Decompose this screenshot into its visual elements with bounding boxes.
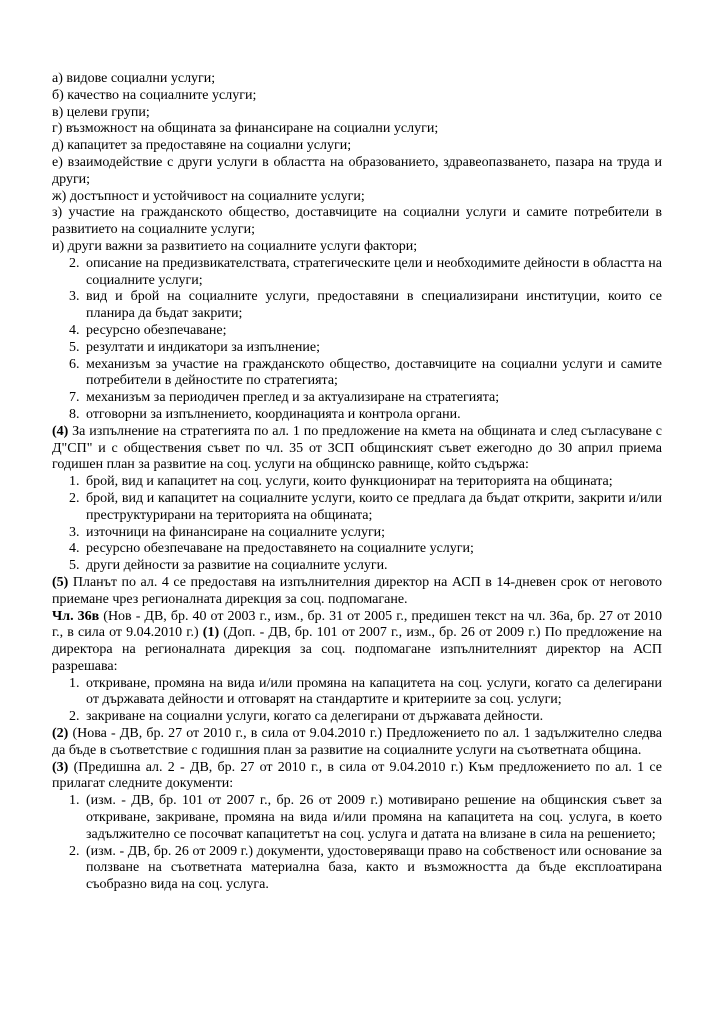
paragraph-text: За изпълнение на стратегията по ал. 1 по предложение на кмета на общината и след съгласуване с Д"СП" и с обществения съвет по чл. 35 от ЗСП общинският съвет ежегодно до 30 април приема годишен план за развитие на соц. услуги на общинско равнище, който съдържа: — [52, 423, 662, 473]
list-item — [52, 491, 662, 525]
item-text: отговорни за изпълнението, координацията и контрола органи. — [86, 406, 461, 422]
paragraph-4 — [52, 424, 662, 474]
list-item — [52, 558, 662, 575]
item-number: 5. — [69, 339, 80, 355]
paragraph-number: (4) — [52, 423, 69, 439]
item-text: ресурсно обезпечаване; — [86, 322, 227, 338]
list-item — [52, 793, 662, 843]
paragraph-number: (5) — [52, 574, 69, 590]
paragraph-text: Планът по ал. 4 се предоставя на изпълнителния директор на АСП в 14-дневен срок от неговото приемане чрез регионалната дирекция за соц. подпомагане. — [52, 574, 662, 607]
item-number: 2. — [69, 843, 80, 859]
item-text: закриване на социални услуги, когато са делегирани от държавата дейности. — [86, 709, 544, 725]
item-text: ресурсно обезпечаване на предоставянето на социалните услуги; — [86, 541, 474, 557]
item-number: 2. — [69, 709, 80, 725]
item-number: 2. — [69, 490, 80, 506]
list-item — [52, 676, 662, 710]
letter-item: е) взаимодействие с други услуги в областта на образованието, здравеопазването, пазара на труда и други; — [52, 154, 662, 187]
article-number: Чл. 36в — [52, 608, 100, 624]
item-text: механизъм за участие на гражданското общество, доставчиците на социални услуги и самите потребители в дейностите по стратегията; — [86, 356, 662, 389]
item-text: източници на финансиране на социалните услуги; — [86, 524, 386, 540]
list-item — [52, 390, 662, 407]
paragraph-text: (Доп. - ДВ, бр. 101 от 2007 г., изм., бр. 26 от 2009 г.) По предложение на директора на регионалната дирекция за соц. подпомагане изпълнителният директор на АСП разрешава: — [52, 625, 662, 674]
paragraph-number: (2) — [52, 726, 69, 742]
numbered-list-plan — [52, 474, 662, 575]
list-item — [52, 256, 662, 290]
item-number: 4. — [69, 541, 80, 557]
list-item — [52, 323, 662, 340]
document-page — [52, 71, 662, 894]
paragraph-text: (Нова - ДВ, бр. 27 от 2010 г., в сила от 9.04.2010 г.) Предложението по ал. 1 задължително следва да бъде в съответствие с годишния план за развитие на социалните услуги на съответната община. — [52, 726, 662, 758]
paragraph-text: (Предишна ал. 2 - ДВ, бр. 27 от 2010 г., в сила от 9.04.2010 г.) Към предложението по ал. 1 се прилагат следните документи: — [52, 759, 662, 792]
item-number: 1. — [69, 793, 80, 809]
letter-item: з) участие на гражданското общество, доставчиците на социални услуги и самите потребители в развитието на социалните услуги; — [52, 205, 662, 238]
letter-item: г) възможност на общината за финансиране на социални услуги; — [52, 121, 439, 137]
item-number: 3. — [69, 524, 80, 540]
list-item — [52, 525, 662, 542]
item-text: други дейности за развитие на социалните услуги. — [86, 558, 388, 574]
letter-item: б) качество на социалните услуги; — [52, 87, 257, 103]
item-text: откриване, промяна на вида и/или промяна на капацитета на соц. услуги, когато са делегирани от държавата дейности и отговарят на стандартите и критериите за соц. услуги; — [86, 675, 662, 708]
letter-item: в) целеви групи; — [52, 104, 150, 120]
paragraph-3 — [52, 760, 662, 794]
item-text: описание на предизвикателствата, стратегическите цели и необходимите дейности в областта на социалните услуги; — [86, 255, 662, 288]
numbered-list-documents — [52, 793, 662, 894]
list-item — [52, 474, 662, 491]
list-item — [52, 340, 662, 357]
item-number: 1. — [69, 675, 80, 691]
item-text: брой, вид и капацитет на соц. услуги, които функционират на територията на общината; — [86, 474, 613, 490]
item-number: 7. — [69, 390, 80, 406]
item-number: 8. — [69, 406, 80, 422]
list-item — [52, 357, 662, 391]
paragraph-5 — [52, 575, 662, 609]
numbered-list-permissions — [52, 676, 662, 726]
letter-item: ж) достъпност и устойчивост на социалните услуги; — [52, 188, 365, 204]
letter-item: и) други важни за развитието на социалните услуги фактори; — [52, 238, 418, 254]
numbered-list-strategy — [52, 256, 662, 424]
list-item — [52, 709, 662, 726]
item-number: 4. — [69, 322, 80, 338]
item-text: резултати и индикатори за изпълнение; — [86, 339, 320, 355]
list-item — [52, 407, 662, 424]
item-text: брой, вид и капацитет на социалните услуги, които се предлага да бъдат открити, закрити и/или преструктурирани на територията на общината; — [86, 490, 662, 523]
paragraph-2 — [52, 726, 662, 760]
item-number: 3. — [69, 289, 80, 305]
article-text: (Нов - ДВ, бр. 40 от 2003 г., изм., бр. 31 от 2005 г., предишен текст на чл. 36а, бр. 27 от 2010 г., в сила от 9.04.2010 г.) — [52, 608, 662, 641]
item-number: 1. — [69, 474, 80, 490]
letter-item: а) видове социални услуги; — [52, 71, 216, 86]
list-item — [52, 289, 662, 323]
item-text: (изм. - ДВ, бр. 26 от 2009 г.) документи, удостоверяващи право на собственост или основание за ползване на съответната материална база, както и възможността да бъде експлоатирана съобразно вида на соц. услуга. — [86, 843, 662, 893]
letter-list — [52, 71, 662, 256]
list-item — [52, 541, 662, 558]
paragraph-number: (3) — [52, 759, 69, 775]
item-text: механизъм за периодичен преглед и за актуализиране на стратегията; — [86, 390, 500, 406]
item-number: 2. — [69, 255, 80, 271]
item-number: 5. — [69, 558, 80, 574]
paragraph-number: (1) — [202, 625, 220, 641]
article-36v — [52, 609, 662, 676]
item-text: вид и брой на социалните услуги, предоставяни в специализирани институции, които се планира да бъдат закрити; — [86, 289, 662, 322]
item-text: (изм. - ДВ, бр. 101 от 2007 г., бр. 26 от 2009 г.) мотивирано решение на общинския съвет за откриване, закриване, промяна на вида и/или промяна на капацитета на соц. услуга, в което задължително се посочват капацитетът на соц. услуга и датата на влизане в сила на решението; — [86, 793, 662, 842]
list-item — [52, 844, 662, 894]
letter-item: д) капацитет за предоставяне на социални услуги; — [52, 138, 352, 154]
item-number: 6. — [69, 356, 80, 372]
